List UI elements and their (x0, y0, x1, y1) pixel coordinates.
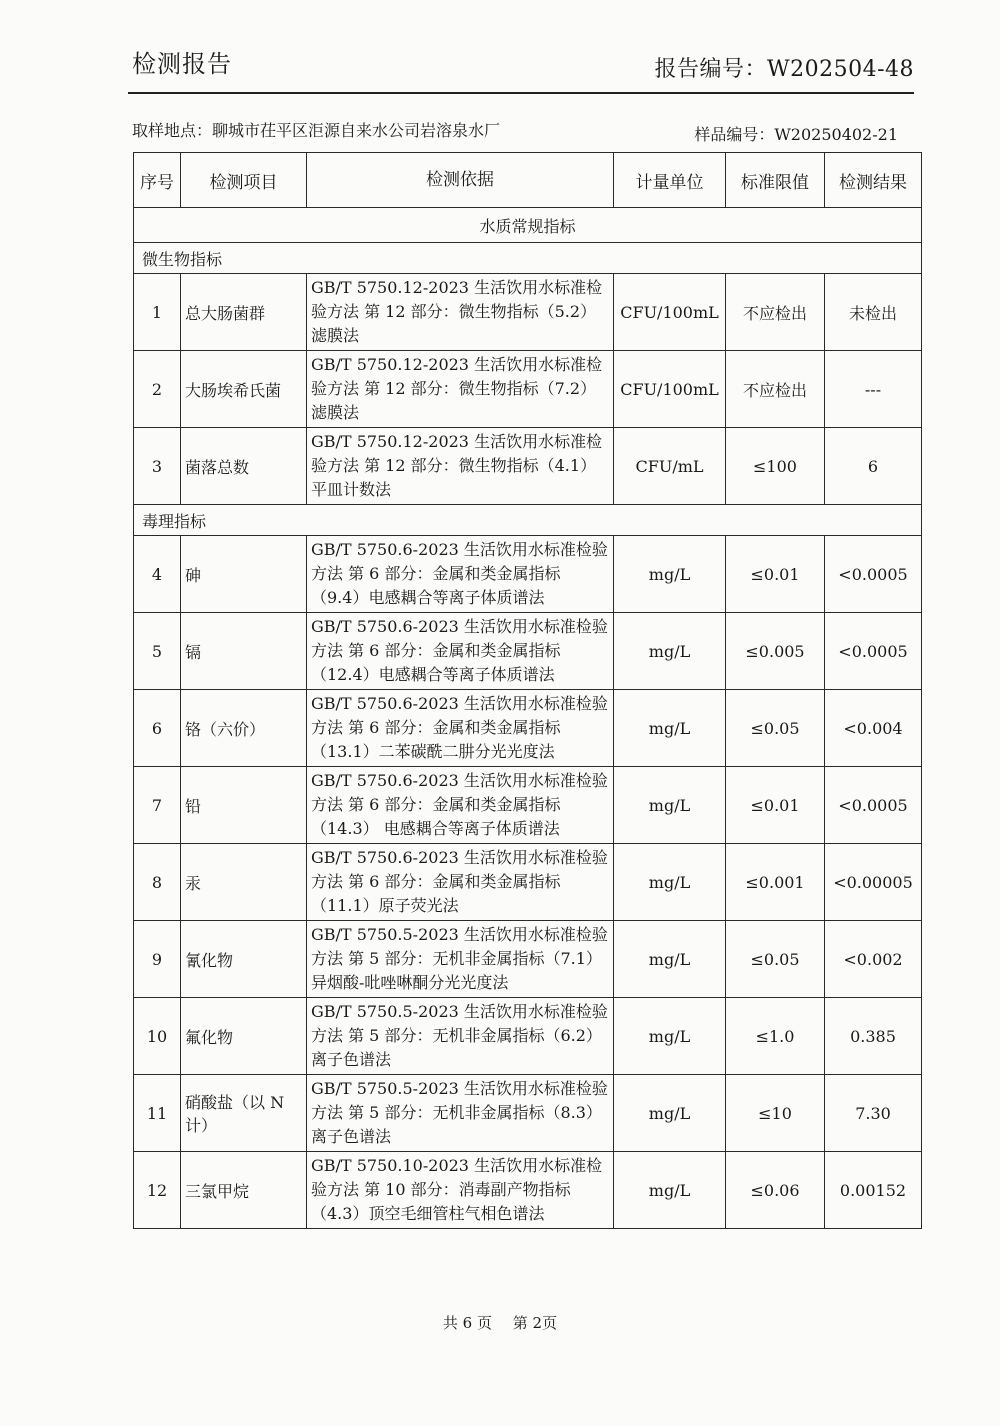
row-index: 10 (134, 998, 181, 1075)
row-limit: 不应检出 (726, 351, 825, 428)
sampling-site-label: 取样地点： (132, 121, 213, 140)
table-row (134, 536, 922, 613)
col-header-limit: 标准限值 (726, 153, 825, 208)
row-result: <0.004 (825, 690, 922, 767)
row-index: 3 (134, 428, 181, 505)
row-unit: mg/L (614, 613, 726, 690)
row-limit: ≤0.05 (726, 690, 825, 767)
table-row (134, 351, 922, 428)
row-item: 铅 (181, 767, 307, 844)
row-result: <0.0005 (825, 767, 922, 844)
row-unit: mg/L (614, 998, 726, 1075)
row-item: 汞 (181, 844, 307, 921)
row-item: 砷 (181, 536, 307, 613)
row-limit: ≤1.0 (726, 998, 825, 1075)
sampling-site-value: 聊城市茌平区洰源自来水公司岩溶泉水厂 (212, 121, 501, 140)
row-result: 0.385 (825, 998, 922, 1075)
table-row (134, 767, 922, 844)
table-row (134, 844, 922, 921)
row-index: 11 (134, 1075, 181, 1152)
table-row (134, 690, 922, 767)
row-limit: 不应检出 (726, 274, 825, 351)
sample-number-label: 样品编号： (694, 125, 775, 144)
table-row (134, 613, 922, 690)
row-result: --- (825, 351, 922, 428)
category-microbial: 微生物指标 (134, 243, 922, 274)
row-basis: GB/T 5750.6-2023 生活饮用水标准检验方法 第 6 部分：金属和类金属指标（11.1）原子荧光法 (307, 844, 614, 921)
row-unit: CFU/100mL (614, 274, 726, 351)
row-basis: GB/T 5750.6-2023 生活饮用水标准检验方法 第 6 部分：金属和类金属指标（14.3） 电感耦合等离子体质谱法 (307, 767, 614, 844)
section-row (134, 208, 922, 243)
col-header-result: 检测结果 (825, 153, 922, 208)
row-item: 氰化物 (181, 921, 307, 998)
row-limit: ≤0.01 (726, 767, 825, 844)
row-index: 4 (134, 536, 181, 613)
category-row (134, 243, 922, 274)
category-row (134, 505, 922, 536)
sample-number (694, 122, 898, 145)
report-number-value: W202504-48 (766, 57, 914, 82)
header-row (134, 153, 922, 208)
row-index: 8 (134, 844, 181, 921)
current-page: 第 2页 (512, 1314, 558, 1332)
row-result: 未检出 (825, 274, 922, 351)
col-header-item: 检测项目 (181, 153, 307, 208)
row-result: <0.002 (825, 921, 922, 998)
row-basis: GB/T 5750.5-2023 生活饮用水标准检验方法 第 5 部分：无机非金属指标（6.2）离子色谱法 (307, 998, 614, 1075)
row-item: 菌落总数 (181, 428, 307, 505)
row-result: 6 (825, 428, 922, 505)
row-item: 镉 (181, 613, 307, 690)
category-toxicological: 毒理指标 (134, 505, 922, 536)
row-index: 7 (134, 767, 181, 844)
row-result: 0.00152 (825, 1152, 922, 1229)
row-index: 9 (134, 921, 181, 998)
row-limit: ≤10 (726, 1075, 825, 1152)
row-limit: ≤0.001 (726, 844, 825, 921)
row-item: 硝酸盐（以 N 计） (181, 1075, 307, 1152)
header-rule (128, 92, 914, 94)
row-basis: GB/T 5750.12-2023 生活饮用水标准检验方法 第 12 部分：微生物指标（7.2）滤膜法 (307, 351, 614, 428)
col-header-basis: 检测依据 (307, 153, 614, 208)
row-basis: GB/T 5750.12-2023 生活饮用水标准检验方法 第 12 部分：微生物指标（5.2）滤膜法 (307, 274, 614, 351)
table-row (134, 921, 922, 998)
row-basis: GB/T 5750.6-2023 生活饮用水标准检验方法 第 6 部分：金属和类金属指标（9.4）电感耦合等离子体质谱法 (307, 536, 614, 613)
row-index: 6 (134, 690, 181, 767)
row-item: 大肠埃希氏菌 (181, 351, 307, 428)
results-table (133, 152, 922, 1229)
row-basis: GB/T 5750.5-2023 生活饮用水标准检验方法 第 5 部分：无机非金属指标（8.3）离子色谱法 (307, 1075, 614, 1152)
row-result: 7.30 (825, 1075, 922, 1152)
row-unit: mg/L (614, 921, 726, 998)
row-unit: mg/L (614, 1075, 726, 1152)
row-limit: ≤0.005 (726, 613, 825, 690)
table-row (134, 274, 922, 351)
row-unit: CFU/100mL (614, 351, 726, 428)
row-unit: mg/L (614, 1152, 726, 1229)
col-header-index: 序号 (134, 153, 181, 208)
row-unit: CFU/mL (614, 428, 726, 505)
page-footer (0, 1312, 1000, 1333)
row-basis: GB/T 5750.6-2023 生活饮用水标准检验方法 第 6 部分：金属和类金属指标（12.4）电感耦合等离子体质谱法 (307, 613, 614, 690)
report-number-label: 报告编号： (654, 57, 767, 82)
row-result: <0.00005 (825, 844, 922, 921)
sampling-site (132, 118, 500, 141)
report-number (654, 52, 914, 83)
section-title: 水质常规指标 (134, 208, 922, 243)
row-index: 5 (134, 613, 181, 690)
row-index: 12 (134, 1152, 181, 1229)
row-limit: ≤0.05 (726, 921, 825, 998)
row-item: 总大肠菌群 (181, 274, 307, 351)
sample-number-value: W20250402-21 (774, 125, 898, 144)
row-basis: GB/T 5750.12-2023 生活饮用水标准检验方法 第 12 部分：微生物指标（4.1）平皿计数法 (307, 428, 614, 505)
table-row (134, 1075, 922, 1152)
row-basis: GB/T 5750.5-2023 生活饮用水标准检验方法 第 5 部分：无机非金属指标（7.1）异烟酸-吡唑啉酮分光光度法 (307, 921, 614, 998)
row-result: <0.0005 (825, 536, 922, 613)
total-pages: 共 6 页 (442, 1314, 492, 1332)
table-row (134, 1152, 922, 1229)
row-unit: mg/L (614, 536, 726, 613)
row-item: 氟化物 (181, 998, 307, 1075)
row-unit: mg/L (614, 690, 726, 767)
row-limit: ≤0.06 (726, 1152, 825, 1229)
col-header-unit: 计量单位 (614, 153, 726, 208)
row-limit: ≤0.01 (726, 536, 825, 613)
doc-title: 检测报告 (132, 50, 232, 78)
table-row (134, 428, 922, 505)
row-index: 2 (134, 351, 181, 428)
row-result: <0.0005 (825, 613, 922, 690)
row-unit: mg/L (614, 844, 726, 921)
row-basis: GB/T 5750.6-2023 生活饮用水标准检验方法 第 6 部分：金属和类金属指标（13.1）二苯碳酰二肼分光光度法 (307, 690, 614, 767)
row-limit: ≤100 (726, 428, 825, 505)
row-unit: mg/L (614, 767, 726, 844)
row-item: 三氯甲烷 (181, 1152, 307, 1229)
table-row (134, 998, 922, 1075)
row-item: 铬（六价） (181, 690, 307, 767)
row-basis: GB/T 5750.10-2023 生活饮用水标准检验方法 第 10 部分：消毒副产物指标（4.3）顶空毛细管柱气相色谱法 (307, 1152, 614, 1229)
row-index: 1 (134, 274, 181, 351)
